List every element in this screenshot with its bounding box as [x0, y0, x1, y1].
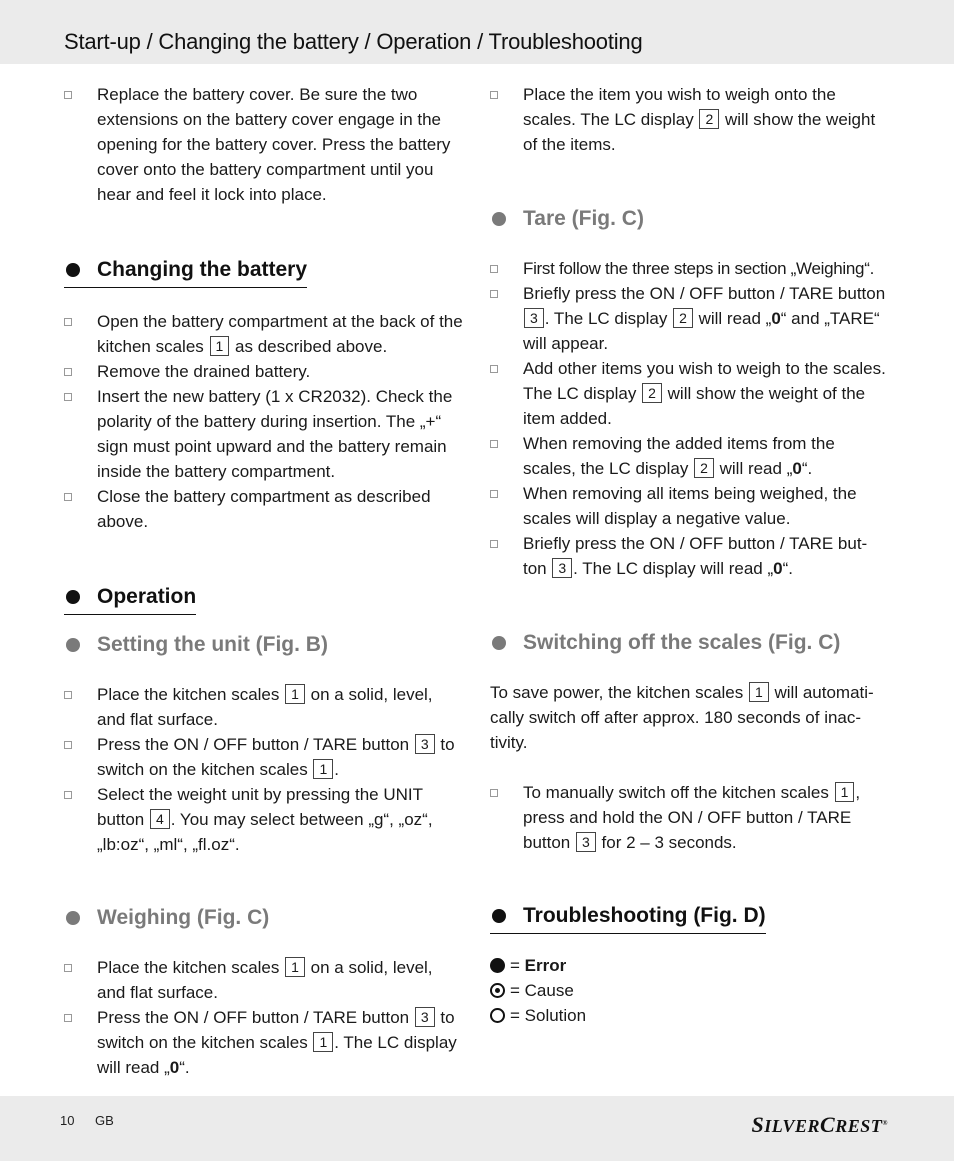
item-text: . The LC display	[544, 309, 673, 328]
item-text: will read „	[693, 309, 772, 328]
list-item	[490, 281, 890, 356]
heading-text: Switching off the scales (Fig. C)	[523, 631, 841, 654]
bullet-icon	[64, 1014, 72, 1022]
item-text: Place the kitchen scales	[97, 685, 285, 704]
item-text: Briefly press the ON / OFF button / TARE but-ton	[523, 534, 868, 578]
item-text: When removing the added items from the scales, the LC display	[523, 434, 835, 478]
section-setting-unit	[64, 630, 464, 660]
list-item	[490, 481, 890, 531]
subsection-heading	[490, 628, 890, 658]
filled-circle-icon	[490, 958, 505, 973]
ref-number-box: 3	[576, 832, 596, 852]
bullet-icon	[490, 290, 498, 298]
bullet-icon	[490, 440, 498, 448]
list-item	[64, 359, 464, 384]
bullet-icon	[490, 789, 498, 797]
section-troubleshooting	[490, 901, 890, 934]
right-column	[490, 82, 890, 1028]
item-text: will read „	[714, 459, 793, 478]
item-text: Insert the new battery (1 x CR2032). Check the polarity of the battery during insertion. The „+“ sign must point upward and the battery remain inside the battery compartment.	[97, 387, 453, 481]
item-text: on a solid, level, and flat surface.	[97, 685, 433, 729]
ref-number-box: 1	[835, 782, 855, 802]
bullet-dot-icon	[492, 212, 506, 226]
left-column	[64, 82, 464, 1080]
item-text: Select the weight unit by pressing the UNIT button	[97, 785, 423, 829]
bullet-icon	[490, 365, 498, 373]
section-changing-battery	[64, 255, 464, 288]
item-text: When removing all items being weighed, the scales will display a negative value.	[523, 484, 857, 528]
section-heading	[64, 582, 196, 615]
paragraph	[490, 680, 890, 755]
item-text: Press the ON / OFF button / TARE button	[97, 735, 414, 754]
ref-number-box: 3	[524, 308, 544, 328]
bullet-dot-icon	[66, 911, 80, 925]
display-value: 0	[773, 559, 783, 578]
logo-letters: ILVER	[764, 1116, 821, 1136]
item-text: Replace the battery cover. Be sure the two extensions on the battery cover engage in the opening for the battery cover. Press the battery cover onto the battery compartment until you hear and feel it lock into place.	[97, 85, 451, 204]
display-value: 0	[771, 309, 781, 328]
ref-number-box: 2	[699, 109, 719, 129]
page-number: 10	[60, 1113, 75, 1128]
item-text: to switch on the kitchen scales	[97, 1008, 455, 1052]
heading-text: Changing the battery	[97, 258, 308, 281]
item-text: as described above.	[230, 337, 388, 356]
heading-text: Tare (Fig. C)	[523, 207, 644, 230]
list-item	[64, 1005, 464, 1080]
item-text: First follow the three steps in section „Weighing“.	[523, 259, 874, 278]
item-text: Remove the drained battery.	[97, 362, 311, 381]
list-item	[490, 356, 890, 431]
ref-number-box: 1	[210, 336, 230, 356]
bullet-dot-icon	[66, 590, 80, 604]
item-text: will show the weight of the items.	[523, 110, 876, 154]
item-text: for 2 – 3 seconds.	[596, 833, 737, 852]
item-text: , press and hold the ON / OFF button / TARE button	[523, 783, 861, 852]
logo-letters: REST	[835, 1116, 883, 1136]
item-text: to switch on the kitchen scales	[97, 735, 455, 779]
ref-number-box: 1	[313, 1032, 333, 1052]
bullet-icon	[64, 318, 72, 326]
ref-number-box: 1	[285, 684, 305, 704]
bullet-icon	[64, 91, 72, 99]
list-item	[490, 431, 890, 481]
legend-solution	[490, 1003, 890, 1028]
list-item	[64, 82, 464, 207]
bullet-icon	[490, 265, 498, 273]
list-item	[64, 484, 464, 534]
list-item	[64, 732, 464, 782]
item-text: “.	[782, 559, 794, 578]
item-text: To manually switch off the kitchen scales	[523, 783, 834, 802]
ref-number-box: 4	[150, 809, 170, 829]
section-weighing	[64, 903, 464, 933]
item-text: “.	[801, 459, 813, 478]
ref-number-box: 2	[642, 383, 662, 403]
page-title: Start-up / Changing the battery / Operation / Troubleshooting	[64, 29, 643, 54]
list-item	[64, 682, 464, 732]
heading-text: Setting the unit (Fig. B)	[97, 633, 328, 656]
item-text: Briefly press the ON / OFF button / TARE button	[523, 284, 886, 303]
bullet-dot-icon	[66, 638, 80, 652]
list-item	[490, 531, 890, 581]
ref-number-box: 2	[673, 308, 693, 328]
legend	[490, 953, 890, 1028]
bullet-icon	[64, 368, 72, 376]
item-text: “ and „TARE“ will appear.	[523, 309, 880, 353]
bullet-icon	[490, 540, 498, 548]
ref-number-box: 2	[694, 458, 714, 478]
bullet-icon	[64, 691, 72, 699]
logo-letter: C	[820, 1112, 836, 1137]
subsection-heading	[64, 630, 464, 660]
item-text: Add other items you wish to weigh to the scales. The LC display	[523, 359, 886, 403]
item-text: will show the weight of the item added.	[523, 384, 866, 428]
bullet-icon	[490, 91, 498, 99]
bullet-icon	[64, 964, 72, 972]
page-header	[0, 0, 954, 64]
bullet-icon	[490, 490, 498, 498]
section-operation	[64, 582, 464, 615]
list-item	[490, 82, 890, 157]
ref-number-box: 1	[285, 957, 305, 977]
legend-error	[490, 953, 890, 978]
subsection-heading	[64, 903, 464, 933]
ref-number-box: 3	[415, 734, 435, 754]
list-item	[64, 782, 464, 857]
ref-number-box: 1	[749, 682, 769, 702]
list-item	[490, 256, 890, 281]
ref-number-box: 1	[313, 759, 333, 779]
section-switching-off	[490, 628, 890, 658]
item-text: . The LC display will read „	[97, 1033, 457, 1077]
ref-number-box: 3	[415, 1007, 435, 1027]
section-heading	[64, 255, 307, 288]
section-tare	[490, 204, 890, 234]
item-text: Place the kitchen scales	[97, 958, 285, 977]
dotted-circle-icon	[490, 983, 505, 998]
list-item	[490, 780, 890, 855]
item-text: Place the item you wish to weigh onto the scales. The LC display	[523, 85, 836, 129]
para-text: will automati-cally switch off after approx. 180 seconds of inac-tivity.	[490, 683, 874, 752]
logo-letter: S	[751, 1112, 765, 1137]
list-item	[64, 384, 464, 484]
item-text: . You may select between „g“, „oz“, „lb:oz“, „ml“, „fl.oz“.	[97, 810, 433, 854]
display-value: 0	[169, 1058, 180, 1077]
language-code: GB	[95, 1113, 114, 1128]
legend-text: = Solution	[510, 1006, 587, 1025]
heading-text: Troubleshooting (Fig. D)	[523, 904, 766, 927]
para-text: To save power, the kitchen scales	[490, 683, 748, 702]
bullet-icon	[64, 791, 72, 799]
page-footer	[0, 1096, 954, 1161]
section-heading	[490, 901, 766, 934]
heading-text: Weighing (Fig. C)	[97, 906, 270, 929]
legend-text: =	[510, 956, 525, 975]
legend-label: Error	[524, 956, 567, 975]
heading-text: Operation	[97, 585, 197, 608]
empty-circle-icon	[490, 1008, 505, 1023]
bullet-dot-icon	[492, 909, 506, 923]
item-text: Press the ON / OFF button / TARE button	[97, 1008, 414, 1027]
item-text: . The LC display will read „	[573, 559, 774, 578]
item-text: on a solid, level, and flat surface.	[97, 958, 433, 1002]
list-item	[64, 955, 464, 1005]
bullet-icon	[64, 741, 72, 749]
registered-mark: ®	[882, 1119, 888, 1127]
list-item	[64, 309, 464, 359]
bullet-dot-icon	[66, 263, 80, 277]
bullet-icon	[64, 493, 72, 501]
item-text: “.	[179, 1058, 190, 1077]
ref-number-box: 3	[552, 558, 572, 578]
subsection-heading	[490, 204, 890, 234]
legend-text: = Cause	[510, 981, 574, 1000]
bullet-dot-icon	[492, 636, 506, 650]
item-text: Close the battery compartment as described above.	[97, 487, 431, 531]
bullet-icon	[64, 393, 72, 401]
item-text: .	[334, 760, 339, 779]
item-text: Open the battery compartment at the back of the kitchen scales	[97, 312, 463, 356]
legend-cause	[490, 978, 890, 1003]
brand-logo	[751, 1112, 888, 1138]
display-value: 0	[792, 459, 802, 478]
